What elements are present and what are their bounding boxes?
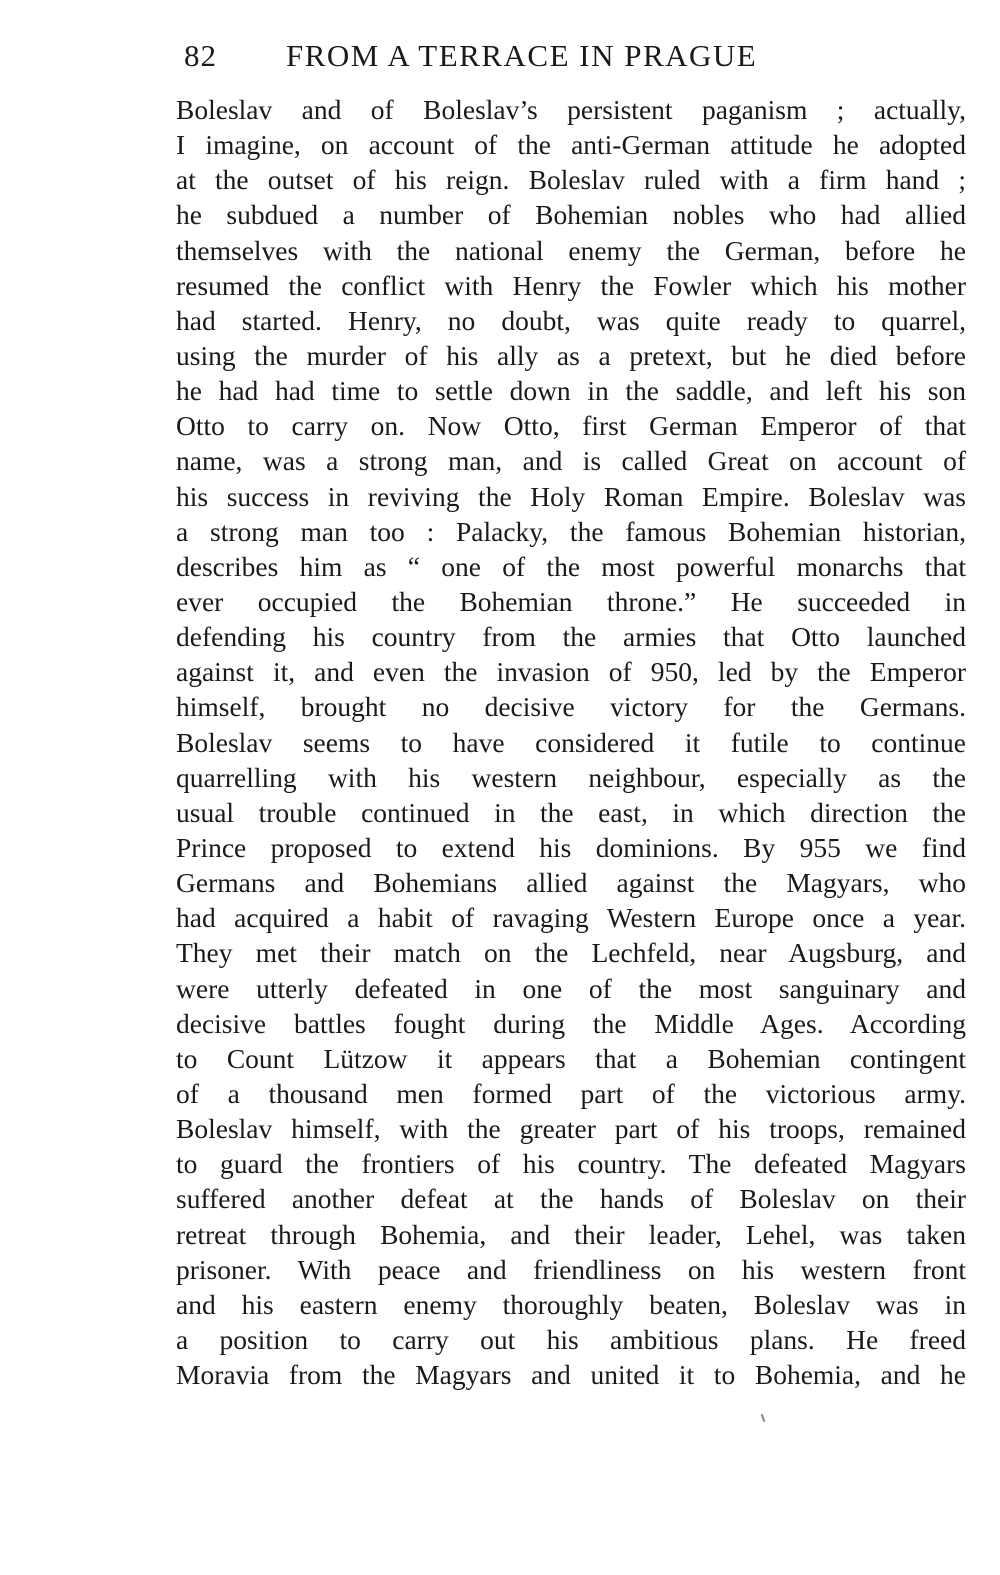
text-line: retreat through Bohemia, and their leader, Lehel, was taken: [176, 1218, 966, 1250]
text-line: his success in reviving the Holy Roman Empire. Boleslav was: [176, 480, 966, 512]
text-line: Germans and Bohemians allied against the Magyars, who: [176, 867, 966, 899]
text-line: had started. Henry, no doubt, was quite ready to quarrel,: [176, 304, 966, 336]
text-line: Moravia from the Magyars and united it to Bohemia, and he: [176, 1359, 966, 1391]
running-title: FROM A TERRACE IN PRAGUE: [286, 38, 758, 73]
text-line: of a thousand men formed part of the victorious army.: [176, 1077, 966, 1109]
text-line: against it, and even the invasion of 950, led by the Emperor: [176, 656, 966, 688]
text-line: a strong man too : Palacky, the famous Bohemian historian,: [176, 515, 966, 547]
text-line: usual trouble continued in the east, in which direction the: [176, 796, 966, 828]
text-line: Boleslav and of Boleslav’s persistent paganism ; actually,: [176, 94, 966, 125]
text-line: prisoner. With peace and friendliness on his western front: [176, 1253, 966, 1285]
text-line: ever occupied the Bohemian throne.” He succeeded in: [176, 585, 966, 617]
text-line: They met their match on the Lechfeld, near Augsburg, and: [176, 937, 966, 969]
text-line: I imagine, on account of the anti-German attitude he adopted: [176, 129, 966, 161]
text-line: to guard the frontiers of his country. The defeated Magyars: [176, 1148, 966, 1180]
text-line: himself, brought no decisive victory for the Germans.: [176, 691, 966, 723]
text-line: at the outset of his reign. Boleslav ruled with a firm hand ;: [176, 164, 966, 196]
text-line: Boleslav seems to have considered it futile to continue: [176, 726, 966, 758]
text-line: and his eastern enemy thoroughly beaten, Boleslav was in: [176, 1288, 966, 1320]
text-line: using the murder of his ally as a pretext, but he died before: [176, 339, 966, 371]
body-text: [176, 92, 966, 1392]
page-number: 82: [184, 38, 217, 73]
text-line: name, was a strong man, and is called Great on account of: [176, 445, 966, 477]
text-line: a position to carry out his ambitious plans. He freed: [176, 1323, 966, 1355]
text-line: describes him as “ one of the most powerful monarchs that: [176, 550, 966, 582]
text-line: resumed the conflict with Henry the Fowler which his mother: [176, 269, 966, 301]
text-line: suffered another defeat at the hands of Boleslav on their: [176, 1183, 966, 1215]
stray-mark: [761, 1414, 766, 1422]
text-line: decisive battles fought during the Middle Ages. According: [176, 1007, 966, 1039]
text-line: he subdued a number of Bohemian nobles who had allied: [176, 199, 966, 231]
text-line: themselves with the national enemy the German, before he: [176, 234, 966, 266]
text-line: defending his country from the armies that Otto launched: [176, 621, 966, 653]
text-line: to Count Lützow it appears that a Bohemian contingent: [176, 1042, 966, 1074]
text-line: Otto to carry on. Now Otto, first German Emperor of that: [176, 410, 966, 442]
text-line: Prince proposed to extend his dominions. By 955 we find: [176, 831, 966, 863]
text-line: quarrelling with his western neighbour, especially as the: [176, 761, 966, 793]
text-line: Boleslav himself, with the greater part of his troops, remained: [176, 1113, 966, 1145]
text-line: he had had time to settle down in the saddle, and left his son: [176, 375, 966, 407]
page-header: [184, 34, 864, 78]
text-line: were utterly defeated in one of the most sanguinary and: [176, 972, 966, 1004]
text-line: had acquired a habit of ravaging Western Europe once a year.: [176, 902, 966, 934]
